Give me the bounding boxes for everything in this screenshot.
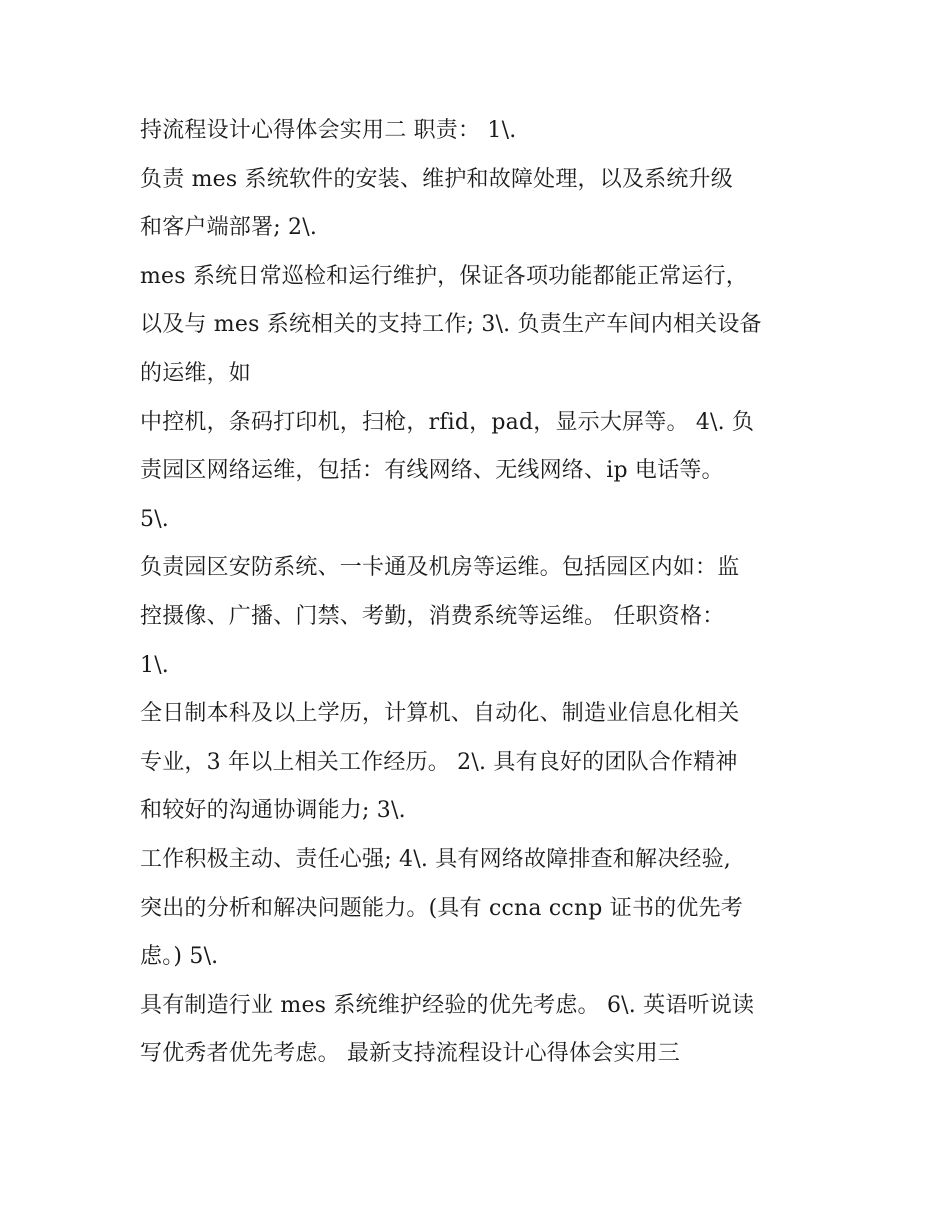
text-line: 以及与 mes 系统相关的支持工作; 3\. 负责生产车间内相关设备 — [140, 312, 762, 338]
text-line: 负责园区安防系统、一卡通及机房等运维。包括园区内如：监 — [140, 555, 740, 581]
text-line: 和客户端部署; 2\. — [140, 215, 318, 241]
text-line: 1\. — [140, 652, 170, 678]
text-line: 负责 mes 系统软件的安装、维护和故障处理，以及系统升级 — [140, 166, 733, 192]
text-line: 具有制造行业 mes 系统维护经验的优先考虑。 6\. 英语听说读 — [140, 992, 755, 1018]
text-line: 专业，3 年以上相关工作经历。 2\. 具有良好的团队合作精神 — [140, 749, 738, 775]
text-line: 虑。) 5\. — [140, 944, 219, 970]
text-line: 全日制本科及以上学历，计算机、自动化、制造业信息化相关 — [140, 701, 740, 727]
text-line: 工作积极主动、责任心强; 4\. 具有网络故障排查和解决经验, — [140, 846, 731, 872]
text-line: 中控机，条码打印机，扫枪，rfid，pad，显示大屏等。 4\. 负 — [140, 409, 755, 435]
text-line: 持流程设计心得体会实用二 职责： 1\. — [140, 118, 517, 143]
text-line: 的运维，如 — [140, 360, 252, 386]
text-line: 控摄像、广播、门禁、考勤，消费系统等运维。 任职资格： — [140, 603, 725, 629]
text-line: 责园区网络运维，包括：有线网络、无线网络、ip 电话等。 — [140, 458, 724, 484]
text-line: 5\. — [140, 506, 170, 532]
text-line: 和较好的沟通协调能力; 3\. — [140, 798, 406, 824]
text-line: mes 系统日常巡检和运行维护，保证各项功能都能正常运行， — [140, 263, 748, 289]
text-line: 突出的分析和解决问题能力。(具有 ccna ccnp 证书的优先考 — [140, 895, 743, 921]
text-line: 写优秀者优先考虑。 最新支持流程设计心得体会实用三 — [140, 1041, 680, 1067]
document-body — [140, 112, 830, 1084]
